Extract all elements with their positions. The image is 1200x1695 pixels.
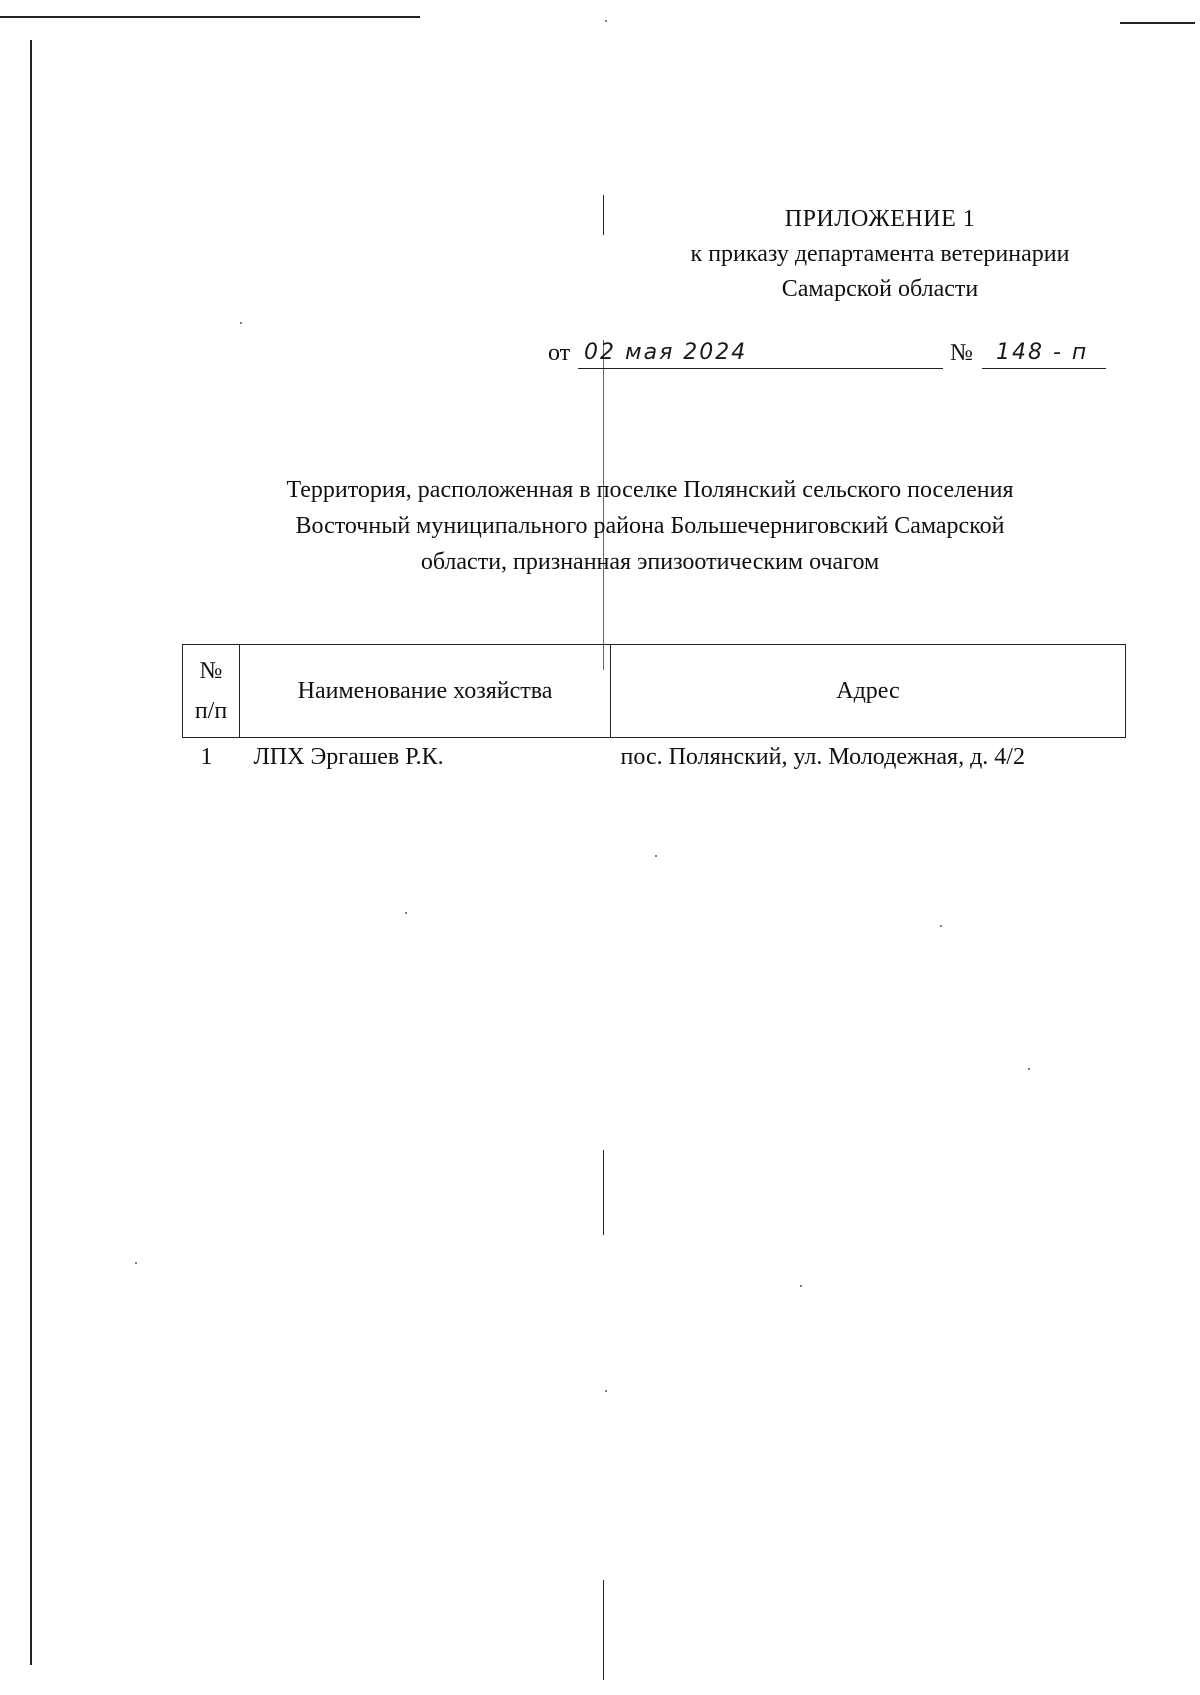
scan-artifact-top-right <box>1120 22 1195 24</box>
heading-line: области, признанная эпизоотическим очагом <box>420 549 880 575</box>
order-date-number-line <box>548 337 1118 371</box>
households-table <box>182 644 1126 772</box>
appendix-authority: Самарской области <box>781 276 979 302</box>
order-date-handwritten: 02 мая 2024 <box>584 340 748 365</box>
column-header-number-abbrev: п/п <box>194 698 228 724</box>
scan-speck <box>605 1390 607 1392</box>
scan-speck <box>800 1285 802 1287</box>
scan-speck <box>655 855 657 857</box>
scan-speck <box>135 1262 137 1264</box>
document-heading <box>180 472 1120 580</box>
scan-speck <box>240 322 242 324</box>
cell-number: 1 <box>200 744 213 770</box>
heading-line: Территория, расположенная в поселке Полянский сельского поселения <box>286 477 1014 503</box>
column-header-address: Адрес <box>611 645 1126 738</box>
scan-speck <box>605 20 607 22</box>
scan-speck <box>405 912 407 914</box>
scan-artifact-fold-bottom <box>603 1580 604 1680</box>
column-header-number <box>183 645 240 738</box>
column-header-household-name: Наименование хозяйства <box>240 645 611 738</box>
cell-household-name: ЛПХ Эргашев Р.К. <box>253 744 444 770</box>
order-number-prefix: № <box>950 340 973 366</box>
column-header-number-symbol: № <box>199 658 223 684</box>
appendix-header <box>640 202 1120 307</box>
cell-address: пос. Полянский, ул. Молодежная, д. 4/2 <box>620 744 1025 770</box>
appendix-order-reference: к приказу департамента ветеринарии <box>690 241 1070 267</box>
heading-line: Восточный муниципального района Большечерниговский Самарской <box>295 513 1005 539</box>
scan-artifact-fold-lower <box>603 1150 604 1235</box>
scan-artifact-fold-upper <box>603 195 604 235</box>
appendix-title: ПРИЛОЖЕНИЕ 1 <box>784 206 976 232</box>
order-number-handwritten: 148 - п <box>996 340 1089 365</box>
scan-artifact-left-edge <box>30 40 32 1665</box>
scan-speck <box>1028 1068 1030 1070</box>
table-row <box>183 738 1126 773</box>
order-date-prefix: от <box>548 340 571 366</box>
scan-artifact-top-left <box>0 16 420 18</box>
scan-speck <box>940 925 942 927</box>
table-header-row <box>183 645 1126 738</box>
